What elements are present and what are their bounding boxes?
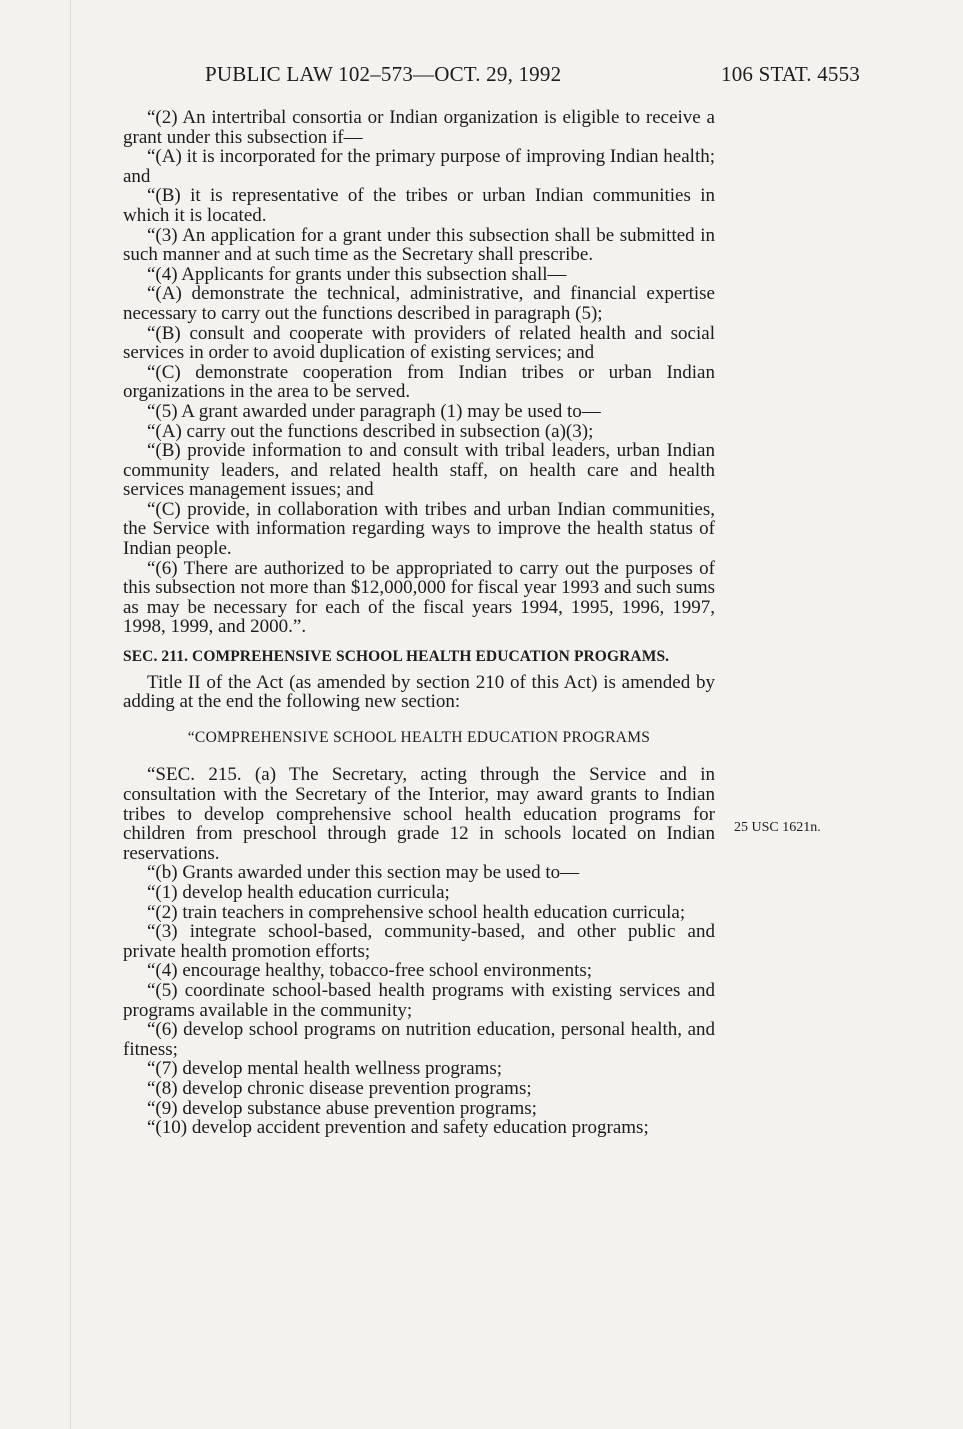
scan-shadow-edge (70, 0, 71, 1429)
statute-paragraph: “(5) A grant awarded under paragraph (1) may be used to— (147, 400, 601, 422)
statute-paragraph: “(7) develop mental health wellness programs; (147, 1058, 503, 1080)
statute-paragraph: “(B) it is representative of the tribes or urban Indian communities in which it is located. (123, 185, 715, 226)
statute-paragraph: “(C) demonstrate cooperation from Indian tribes or urban Indian organizations in the area to be served. (123, 361, 715, 403)
statute-paragraph: “(9) develop substance abuse prevention programs; (147, 1097, 537, 1119)
statute-paragraph: “(B) consult and cooperate with providers of related health and social services in order to avoid duplication of existing services; and (123, 322, 715, 364)
statute-page-number: 106 STAT. 4553 (721, 62, 860, 86)
running-head-title: PUBLIC LAW 102–573—OCT. 29, 1992 (205, 62, 562, 86)
statute-paragraph: “(3) An application for a grant under this subsection shall be submitted in such manner and at such time as the Secretary shall prescribe. (123, 224, 715, 266)
paragraphs-top (123, 108, 715, 637)
statute-paragraph: “(6) develop school programs on nutrition education, personal health, and fitness; (123, 1019, 715, 1060)
statute-paragraph: “(B) provide information to and consult with tribal leaders, urban Indian community leaders, and related health staff, on health care and health services management issues; and (123, 440, 715, 501)
statute-paragraph: “(2) An intertribal consortia or Indian organization is eligible to receive a grant under this subsection if— (123, 107, 715, 148)
section-heading: SEC. 211. COMPREHENSIVE SCHOOL HEALTH EDUCATION PROGRAMS. (123, 648, 670, 666)
statute-body (123, 108, 715, 1138)
statute-paragraph: “(5) coordinate school-based health programs with existing services and programs available in the community; (123, 979, 715, 1021)
statute-paragraph: “(3) integrate school-based, community-based, and other public and private health promotion efforts; (123, 921, 715, 962)
paragraphs-bottom (123, 765, 715, 1137)
program-title: “COMPREHENSIVE SCHOOL HEALTH EDUCATION PROGRAMS (187, 728, 651, 746)
statute-paragraph: “(4) Applicants for grants under this subsection shall— (147, 263, 567, 285)
statute-paragraph: “(A) carry out the functions described in subsection (a)(3); (147, 420, 594, 442)
usc-margin-note: 25 USC 1621n. (734, 820, 821, 835)
statute-paragraph: “(8) develop chronic disease prevention programs; (147, 1077, 532, 1099)
section-intro: Title II of the Act (as amended by section 210 of this Act) is amended by adding at the end the following new section: (123, 671, 715, 713)
statute-paragraph: “(A) it is incorporated for the primary purpose of improving Indian health; and (123, 146, 715, 187)
statute-paragraph: “(b) Grants awarded under this section may be used to— (147, 862, 580, 884)
statute-paragraph: “SEC. 215. (a) The Secretary, acting through the Service and in consultation with the Secretary of the Interior, may award grants to Indian tribes to develop comprehensive school health education programs for children from preschool through grade 12 in schools located on Indian reservations. (123, 764, 715, 864)
statute-paragraph: “(4) encourage healthy, tobacco-free school environments; (147, 960, 593, 982)
statute-paragraph: “(1) develop health education curricula; (147, 881, 450, 903)
statute-paragraph: “(10) develop accident prevention and safety education programs; (147, 1117, 649, 1139)
statute-paragraph: “(6) There are authorized to be appropriated to carry out the purposes of this subsection not more than $12,000,000 for fiscal year 1993 and such sums as may be necessary for each of the fiscal years 1994, 1995, 1996, 1997, 1998, 1999, and 2000.”. (123, 557, 715, 638)
statute-paragraph: “(2) train teachers in comprehensive school health education curricula; (147, 901, 686, 923)
statute-paragraph: “(C) provide, in collaboration with tribes and urban Indian communities, the Service with information regarding ways to improve the health status of Indian people. (123, 498, 715, 560)
statute-paragraph: “(A) demonstrate the technical, administrative, and financial expertise necessary to carry out the functions described in paragraph (5); (123, 283, 715, 324)
